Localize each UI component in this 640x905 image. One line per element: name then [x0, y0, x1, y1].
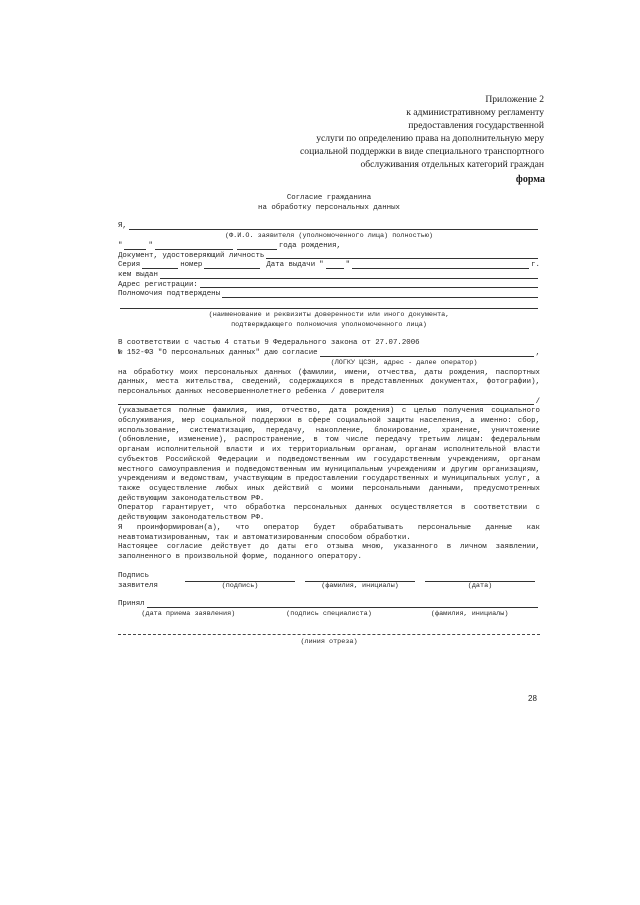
document-label: Документ, удостоверяющий личность [118, 251, 265, 260]
fio-row [118, 222, 540, 232]
law-line-1: В соответствии с частью 4 статьи 9 Федерального закона от 27.07.2006 [118, 339, 420, 348]
authority-row [118, 290, 540, 300]
birth-day-field[interactable] [124, 249, 146, 250]
issued-by-label: кем выдан [118, 270, 158, 279]
trustee-row: / [118, 398, 540, 408]
annex-line: к административному регламенту [406, 107, 544, 118]
authority-field-2[interactable] [120, 308, 538, 309]
applicant-name-field[interactable] [305, 572, 415, 582]
birth-month-field[interactable] [155, 249, 233, 250]
caption: (дата) [467, 581, 493, 590]
annex-line: социальной поддержки в виде специального транспортного [300, 146, 544, 157]
authority-field[interactable] [222, 297, 538, 298]
year-suffix: г. [531, 261, 540, 270]
annex-line: предоставления государственной [408, 120, 544, 131]
issue-month-field[interactable] [352, 268, 529, 269]
applicant-signature-label: Подпись заявителя [118, 571, 158, 590]
applicant-date-field[interactable] [425, 572, 535, 582]
issued-by-field[interactable] [160, 278, 538, 279]
cut-line [118, 634, 540, 635]
law-line-2-row: № 152-ФЗ "О персональных данных" даю согласие , [118, 349, 540, 358]
birth-row: " " года рождения, [118, 241, 341, 250]
applicant-signature-row [118, 572, 540, 592]
annex-header [244, 93, 544, 171]
caption: (подпись) [221, 581, 259, 590]
series-label: Серия [118, 261, 141, 270]
i-prefix: Я, [118, 222, 127, 231]
form-title: Согласие гражданина [286, 194, 372, 202]
authority-hint-1: (наименование и реквизиты доверенности или иного документа, [208, 311, 450, 320]
document-field[interactable] [266, 258, 538, 259]
trustee-field[interactable] [118, 404, 534, 405]
consent-paragraph-5: Настоящее согласие действует до даты его отзыва мною, указанного в личном заявлении, заполненного в произвольной форме, поданного оператору. [118, 543, 540, 561]
caption: (фамилия, инициалы) [321, 581, 399, 590]
cut-line-label: (линия отреза) [300, 637, 358, 646]
annex-line: Приложение 2 [485, 94, 544, 105]
accepted-row [118, 600, 540, 610]
consent-paragraph-1: на обработку моих персональных данных (фамилии, имени, отчества, даты рождения, паспортных данных, места жительства, сведений, содержащихся в представленных документах, фотографии), персональных данных несовершеннолетнего ребенка / доверителя [118, 368, 540, 396]
series-field[interactable] [142, 268, 178, 269]
consent-paragraph-4: Я проинформирован(а), что оператор будет обрабатывать персональные данные как неавтоматизированным, так и автоматизированным способом обработки. [118, 523, 540, 542]
consent-paragraph-2: (указывается полные фамилия, имя, отчество, дата рождения) с целью получения социального обслуживания, мер социальной поддержки в сфере социальной защиты населения, а именно: сбор, использование, систематизацию, передачу, накопление, блокирование, хранение, уничтожение (обновление, изменение), распространение, в том числе передачу третьим лицам: федеральным органам исполнительной власти и их территориальным органам, органам исполнительной власти субъектов Российской Федерации и подведомственным им государственным учреждениям, органам местного самоуправления и подведомственным им муниципальным учреждениям и другим организациям, учреждениям и ведомствам, участвующим в предоставлении государственных и муниципальных услуг, а также осуществление любых иных действий с моими персональными данными, предусмотренных действующим законодательством РФ. [118, 407, 540, 503]
address-row [118, 281, 540, 291]
issue-date-label: Дата выдачи [266, 261, 316, 270]
annex-line: обслуживания отдельных категорий граждан [360, 159, 544, 170]
accepted-label: Принял [118, 600, 145, 609]
authority-label: Полномочия подтверждены [118, 290, 221, 299]
address-field[interactable] [200, 287, 538, 288]
fio-field[interactable] [129, 229, 538, 230]
authority-row-2 [118, 300, 540, 311]
number-label: номер [180, 261, 203, 270]
operator-field[interactable] [320, 356, 534, 357]
caption: (фамилия, инициалы) [430, 610, 509, 619]
birth-year-label: года рождения, [278, 241, 341, 250]
annex-line: услуги по определению права на дополнительную меру [316, 133, 544, 144]
caption: (подпись специалиста) [286, 610, 372, 619]
caption: (дата приема заявления) [141, 610, 236, 619]
form-label: форма [515, 174, 545, 185]
authority-hint-2: подтверждающего полномочия уполномоченного лица) [231, 320, 427, 329]
accepted-captions [118, 610, 540, 620]
series-row: Серия номер Дата выдачи " " г. [118, 261, 540, 270]
fio-hint: (Ф.И.О. заявителя (уполномоченного лица) полностью) [224, 232, 434, 241]
applicant-signature-field[interactable] [185, 572, 295, 582]
consent-form [118, 194, 540, 647]
address-label: Адрес регистрации: [118, 280, 198, 289]
number-field[interactable] [204, 268, 260, 269]
accepted-field[interactable] [147, 607, 538, 608]
document-row [118, 252, 540, 262]
issue-day-field[interactable] [326, 268, 344, 269]
page-number: 28 [528, 694, 537, 703]
birth-year-field[interactable] [237, 249, 277, 250]
law-line-2: № 152-ФЗ "О персональных данных" даю согласие [118, 349, 318, 358]
issued-by-row [118, 271, 540, 281]
form-subtitle: на обработку персональных данных [258, 203, 400, 212]
operator-hint: (ЛОГКУ ЦСЗН, адрес - далее оператор) [330, 358, 478, 367]
consent-paragraph-3: Оператор гарантирует, что обработка персональных данных осуществляется в соответствии с действующим законодательством РФ. [118, 504, 540, 523]
